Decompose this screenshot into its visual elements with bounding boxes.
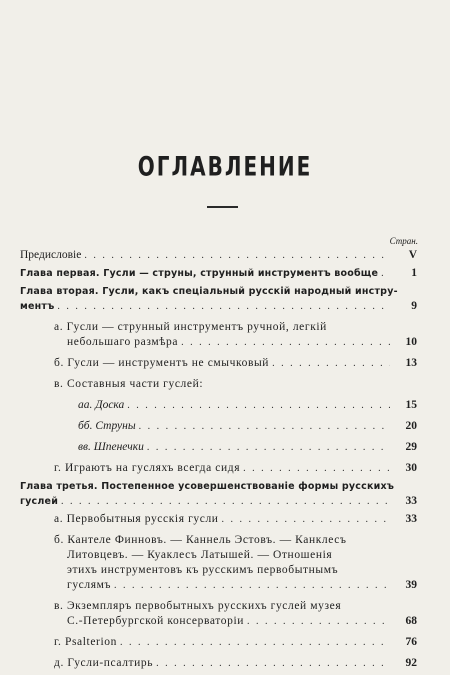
toc-entry-3g: [20, 635, 417, 650]
dot-leader: [57, 299, 390, 314]
toc-entry-3a: [20, 512, 417, 527]
toc-entry-chapter-2: [20, 284, 417, 314]
toc-label-line: ментъ: [20, 301, 55, 312]
toc-entry-2g: [20, 461, 417, 476]
toc-page-number: 9: [411, 300, 417, 312]
dot-leader: [120, 635, 390, 650]
toc-label: д. Гусли-псалтирь: [54, 657, 154, 669]
page-title: ОГЛАВЛЕНИЕ: [137, 150, 313, 183]
toc-entry-3d: [20, 656, 417, 671]
toc-label: бб. Струны: [78, 420, 136, 432]
toc-label-line: гуслей: [20, 496, 59, 507]
toc-label: Глава первая. Гусли — струны, струнный инструментъ вообще: [20, 268, 379, 279]
dot-leader: [247, 614, 390, 629]
toc-label: в. Составныя части гуслей:: [54, 378, 204, 390]
toc-page-number: V: [408, 249, 417, 261]
toc-entry-2v-aa: [20, 398, 417, 413]
toc-entry-chapter-3: [20, 479, 417, 509]
toc-page-number: 10: [405, 336, 417, 348]
toc-page-number: 39: [405, 579, 417, 591]
toc-page-number: 30: [405, 462, 417, 474]
toc-page-number: 13: [405, 357, 417, 369]
toc-label: г. Psalterion: [54, 636, 117, 648]
toc-label-line: С.-Петербургской консерваторіи: [67, 615, 244, 627]
toc-label: а. Первобытныя русскія гусли: [54, 513, 219, 525]
toc-entry-2v-bb: [20, 419, 417, 434]
dot-leader: [114, 578, 390, 593]
toc-label: Предисловіе: [20, 249, 82, 261]
toc-page-number: 20: [405, 420, 417, 432]
dot-leader: [272, 356, 390, 371]
toc-label: б. Гусли — инструментъ не смычковый: [54, 357, 270, 369]
toc-entry-2b: [20, 356, 417, 371]
toc-label-line: этихъ инструментовъ къ русскимъ первобытнымъ: [67, 564, 339, 576]
toc-page-number: 1: [411, 267, 417, 279]
toc-page-number: 33: [405, 513, 417, 525]
toc-page-number: 76: [405, 636, 417, 648]
toc-entry-2v: [20, 377, 417, 392]
dot-leader: [243, 461, 390, 476]
toc-label-line: б. Кантеле Финновъ. — Каннель Эстовъ. — Канклесъ: [54, 534, 347, 546]
toc-entry-3v: [20, 599, 417, 629]
dot-leader: [84, 248, 390, 263]
table-of-contents: [20, 248, 417, 671]
toc-page-number: 68: [405, 615, 417, 627]
dot-leader: [127, 398, 390, 413]
page-column-header: Стран.: [389, 236, 418, 246]
dot-leader: [147, 440, 390, 455]
dot-leader: [181, 335, 390, 350]
toc-page-number: 92: [405, 657, 417, 669]
toc-entry-3b: [20, 533, 417, 593]
toc-label: аа. Доска: [78, 399, 125, 411]
toc-label-line: а. Гусли — струнный инструментъ ручной, легкій: [54, 321, 327, 333]
toc-entry-2a: [20, 320, 417, 350]
toc-entry-2v-vv: [20, 440, 417, 455]
dot-leader: [222, 512, 390, 527]
toc-label-line: Литовцевъ. — Куаклесъ Латышей. — Отношенія: [67, 549, 333, 561]
toc-page-number: 29: [405, 441, 417, 453]
toc-page-number: 15: [405, 399, 417, 411]
dot-leader: [61, 494, 390, 509]
title-rule: [207, 206, 238, 208]
toc-label-line: Глава третья. Постепенное усовершенствованіе формы русскихъ: [20, 481, 395, 492]
toc-label-line: небольшаго размѣра: [67, 336, 179, 348]
toc-label-line: гуслямъ: [67, 579, 112, 591]
toc-label-line: в. Экземпляръ первобытныхъ русскихъ гуслей музея: [54, 600, 342, 612]
toc-entry-chapter-1: [20, 266, 417, 281]
toc-label: вв. Шпенечки: [78, 441, 144, 453]
toc-label-line: Глава вторая. Гусли, какъ спеціальный русскій народный инстру-: [20, 286, 398, 297]
dot-leader: [381, 266, 390, 281]
toc-label: г. Играютъ на гусляхъ всегда сидя: [54, 462, 241, 474]
dot-leader: [139, 419, 390, 434]
toc-page-number: 33: [405, 495, 417, 507]
toc-entry-preface: [20, 248, 417, 263]
dot-leader: [156, 656, 390, 671]
